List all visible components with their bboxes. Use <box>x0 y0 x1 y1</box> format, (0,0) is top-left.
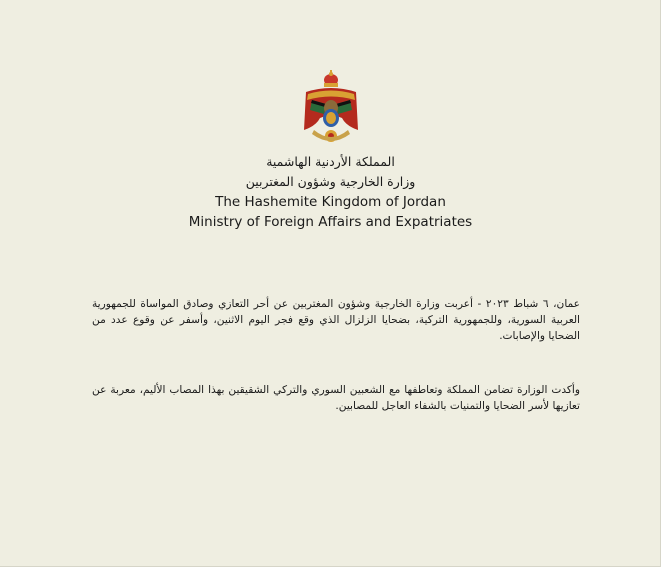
body-paragraph-2: وأكدت الوزارة تضامن المملكة وتعاطفها مع الشعبين السوري والتركي الشقيقين بهذا المصاب الأليم، معربة عن تعازيها لأسر الضحايا والتمنيات بالشفاء العاجل للمصابين. <box>92 383 580 412</box>
jordan-coat-of-arms-icon <box>298 70 364 148</box>
header-english-kingdom: The Hashemite Kingdom of Jordan <box>215 194 446 210</box>
header-english-ministry: Ministry of Foreign Affairs and Expatriates <box>188 214 473 230</box>
crown-icon <box>324 70 338 87</box>
header-arabic-kingdom: المملكة الأردنية الهاشمية <box>266 154 395 169</box>
body-paragraph-1: عمان، ٦ شباط ٢٠٢٣ - أعربت وزارة الخارجية وشؤون المغتربين عن أحر التعازي وصادق المواساة للجمهورية العربية السورية، وللجمهورية التركية، بضحايا الزلزال الذي وقع فجر اليوم الاثنين، وأسفر عن وقوع عدد من الضحايا والإصابات. <box>92 297 580 342</box>
header-arabic-ministry: وزارة الخارجية وشؤون المغتربين <box>245 174 416 189</box>
